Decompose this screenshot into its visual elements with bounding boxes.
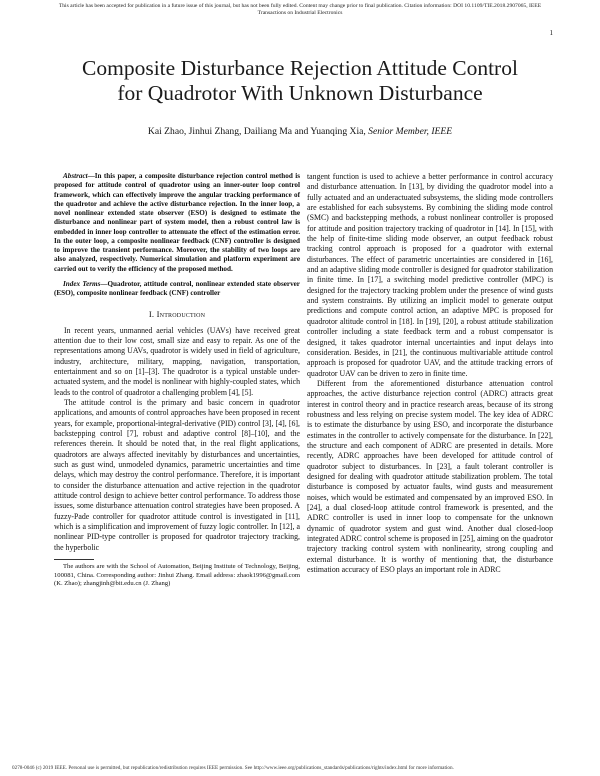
title-line-1: Composite Disturbance Rejection Attitude Control	[82, 56, 518, 80]
page-number: 1	[549, 29, 553, 37]
header-line-2: Transactions on Industrial Electronics	[257, 9, 343, 16]
right-column	[307, 172, 553, 575]
abstract-text: —In this paper, a composite disturbance rejection control method is proposed for attitude control of quadrotor using an inner-outer loop control framework, which can effectively improve the angular tracking performance of the quadrotor and achieve the active disturbance rejection. In the inner loop, a novel nonlinear extended state observer (ESO) is designed to estimate the disturbance and nonlinear part of system model, then a robust control law is embedded in inner loop controller to attenuate the effect of the estimation error. In the outer loop, a composite nonlinear feedback (CNF) controller is designed to improve the transient performance. Moreover, the stability of two loops are also analyzed, respectively. Numerical simulation and platform experiment are carried out to verify the efficiency of the proposed method.	[54, 172, 300, 273]
footnote-divider	[54, 559, 94, 560]
title-line-2: for Quadrotor With Unknown Disturbance	[117, 81, 483, 105]
header-line-1: This article has been accepted for publication in a future issue of this journal, but has not been fully edited. Content may change prior to final publication. Citation information: DOI 10.1109/TIE.2018.2907065, IEEE	[58, 3, 542, 9]
section-numeral: I.	[148, 309, 155, 320]
paper-title	[40, 56, 560, 106]
author-names: Kai Zhao, Jinhui Zhang, Dailiang Ma and Yuanqing Xia,	[147, 126, 366, 137]
author-affiliation-footnote: The authors are with the School of Automation, Beijing Institute of Technology, Beijing, 100081, China. Corresponding author: Jinhui Zhang. Email address: zhaok1996@gmail.com (K. Zhao); zhangjinh@bit.edu.cn (J. Zhang)	[54, 563, 300, 587]
journal-header-note	[36, 3, 564, 16]
index-terms-text: —Quadrotor, attitude control, nonlinear extended state observer (ESO), composite nonlinear feedback (CNF) controller	[54, 279, 300, 297]
intro-paragraph-1: In recent years, unmanned aerial vehicles (UAVs) have received great attention due to their low cost, small size and easy to repair. As one of the representations among UAVs, quadrotor is widely used in field of agriculture, industry, architecture, military, mapping, navigation, transportation, entertainment and so on [1]–[3]. The quadrotor is a typical unstable under-actuated system, and the model is nonlinear with highly-coupled states, which leads to the control of quadrotor a challenging problem [4], [5].	[54, 325, 300, 397]
index-terms	[54, 280, 300, 299]
intro-paragraph-4: Different from the aforementioned disturbance attenuation control approaches, the active disturbance rejection control (ADRC) attracts great interest in control theory and in practice research areas, because of its strong robustness and less relying on precise system model. The key idea of ADRC is to estimate the disturbance by using ESO, and incorporate the disturbance estimates in the controller to actively compensate for the disturbance. In [22], the structure and each component of ADRC are presented in details. More recently, ADRC approaches have been developed for attitude control of quadrotor subject to disturbances. In [23], a fault tolerant controller is designed for dealing with quadrotor attitude stabilization problem. The total disturbance is composed by actuator faults, wind gusts and measurement noises, which would be estimated and compensated by an improved ESO. In [24], a dual closed-loop attitude control framework is presented, and the ADRC controller is used in inner loop to compensate for the unknown dynamic of quadrotor system and gust wind. Another dual closed-loop integrated ADRC control scheme is proposed in [25], aiming on the quadrotor trajectory tracking control system with nonlinearity, strong coupling and external disturbance. It is worthy of mentioning that, the disturbance estimation accuracy of ESO plays an important role in ADRC	[307, 378, 553, 575]
author-suffix: Senior Member, IEEE	[368, 126, 453, 137]
abstract-lead: Abstract	[63, 172, 88, 180]
section-title: Introduction	[156, 309, 206, 320]
intro-paragraph-2: The attitude control is the primary and basic concern in quadrotor applications, and amounts of control approaches have been proposed in recent years, for example, proportional-integral-derivative (PID) control [3], [4], [6], backstepping control [7], robust and adaptive control [8]–[10], and the references therein. It should be noted that, in the real flight applications, quadrotors are always affected inevitably by disturbances and uncertainties, such as gust wind, unmodeled dynamics, parametric uncertainties and time delays, which may destroy the control performance. Therefore, it is important to consider the disturbance attenuation and active rejection in the quadrotor attitude control design to achieve better control performance. To address those issues, some disturbance attenuation control strategies have been proposed. A fuzzy-Pade controller for quadrotor attitude control is investigated in [11], which is a simplification and improvement of fuzzy logic controller. In [12], a nonlinear PID-type controller is proposed for quadrotor trajectory tracking, the hyperbolic	[54, 398, 300, 552]
section-heading-introduction	[54, 309, 300, 319]
left-column	[54, 172, 300, 588]
author-list	[40, 126, 560, 137]
copyright-footer: 0278-0046 (c) 2019 IEEE. Personal use is permitted, but republication/redistribution requires IEEE permission. See http://www.ieee.org/publications_standards/publications/rights/index.html for more information.	[12, 765, 454, 771]
intro-paragraph-3: tangent function is used to achieve a better performance in control accuracy and disturbance attenuation. In [13], by dividing the quadrotor model into a fully actuated and an underactuated subsystems, the sliding mode controllers are established for each subsystems. By combining the sliding mode control (SMC) and backstepping methods, a robust nonlinear controller is proposed for attitude and position trajectory tracking of quadrotor in [14]. In [15], with the help of finite-time sliding mode observer, an output feedback robust tracking control approach is proposed for a quadrotor with external disturbances. The effect of parametric uncertainties are considered in [16], and an adaptive sliding mode controller is designed for quadrotor stabilization in finite time. In [17], a switching model predictive controller (MPC) is designed for the trajectory tracking problem under the presence of wind gusts and system constraints. By utilizing an implicit model to generate output predictions and compute control action, an adaptive MPC is proposed for quadrotor altitude control in [18]. In [19], [20], a robust attitude stabilization controller including a state feedback term and a robust compensator is designed, it takes quadrotor internal uncertainties and input delays into consideration. Besides, in [21], the continuous multivariable attitude control approach is proposed for quadrotor UAV, and the attitude tracking errors of quadrotor UAV can be driven to zero in finite time.	[307, 172, 553, 378]
index-terms-lead: Index Terms	[63, 279, 101, 288]
abstract	[54, 172, 300, 274]
